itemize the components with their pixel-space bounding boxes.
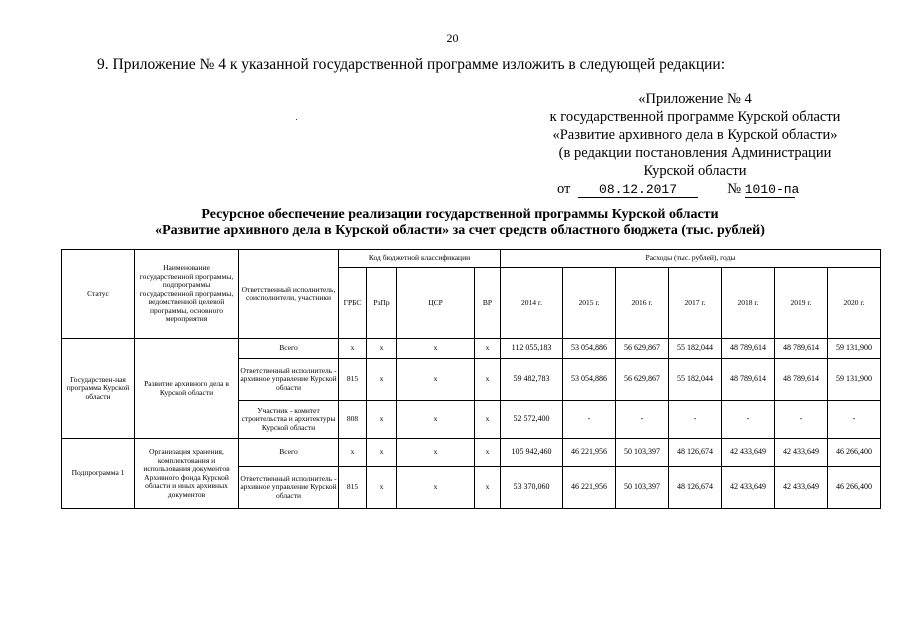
header-csr: ЦСР — [397, 268, 475, 339]
row-value: - — [669, 401, 722, 439]
header-year: 2018 г. — [722, 268, 775, 339]
row-value: 42 433,649 — [775, 439, 828, 467]
row-value: - — [775, 401, 828, 439]
row-value: 46 266,400 — [828, 439, 881, 467]
row-rzpr: x — [367, 359, 397, 401]
row-value: 48 789,614 — [722, 359, 775, 401]
table-title-line2: «Развитие архивного дела в Курской области» за счет средств областного бюджета (тыс. рублей) — [155, 223, 765, 238]
row-vr: x — [475, 359, 501, 401]
row-value: - — [616, 401, 669, 439]
header-budget-code: Код бюджетной классификации — [339, 250, 501, 268]
header-executor: Ответственный исполнитель, соисполнители, участники — [239, 250, 339, 339]
row-rzpr: x — [367, 401, 397, 439]
row-value: 53 370,060 — [501, 467, 563, 509]
row-value: 48 789,614 — [722, 339, 775, 359]
header-program-name: Наименование государственной программы, подпрограммы государственной программы, ведомственной целевой программы, основного мероприятия — [135, 250, 239, 339]
row-value: 105 942,460 — [501, 439, 563, 467]
row-executor: Участник - комитет строительства и архитектуры Курской области — [239, 401, 339, 439]
appendix-line2: к государственной программе Курской области — [549, 109, 841, 125]
number-value: 1010-па — [744, 182, 800, 197]
row-value: 48 789,614 — [775, 339, 828, 359]
scan-speck — [296, 119, 297, 120]
row-rzpr: x — [367, 439, 397, 467]
date-value: 08.12.2017 — [578, 183, 698, 198]
row-executor: Всего — [239, 439, 339, 467]
table-row — [62, 439, 881, 467]
row-executor: Всего — [239, 339, 339, 359]
number-prefix: № — [727, 181, 742, 197]
sub1-status: Подпрограмма 1 — [62, 439, 135, 509]
table-title-line1: Ресурсное обеспечение реализации государственной программы Курской области — [201, 207, 719, 222]
appendix-line5: Курской области — [643, 163, 747, 179]
row-value: 42 433,649 — [722, 467, 775, 509]
row-value: 42 433,649 — [722, 439, 775, 467]
header-grbs: ГРБС — [339, 268, 367, 339]
row-rzpr: x — [367, 339, 397, 359]
row-value: 46 266,400 — [828, 467, 881, 509]
header-year: 2017 г. — [669, 268, 722, 339]
row-csr: x — [397, 401, 475, 439]
row-executor: Ответственный исполнитель - архивное управление Курской области — [239, 467, 339, 509]
row-value: 59 131,900 — [828, 339, 881, 359]
appendix-date-line — [520, 180, 870, 198]
header-year: 2015 г. — [563, 268, 616, 339]
row-value: 55 182,044 — [669, 339, 722, 359]
row-value: 50 103,397 — [616, 439, 669, 467]
row-value: 42 433,649 — [775, 467, 828, 509]
row-grbs: 815 — [339, 359, 367, 401]
row-value: 56 629,867 — [616, 339, 669, 359]
row-vr: x — [475, 467, 501, 509]
appendix-block — [520, 90, 870, 198]
row-value: 53 054,886 — [563, 359, 616, 401]
row-value: 52 572,400 — [501, 401, 563, 439]
row-value: 59 131,900 — [828, 359, 881, 401]
row-value: 55 182,044 — [669, 359, 722, 401]
row-grbs: 815 — [339, 467, 367, 509]
resource-table — [61, 249, 881, 509]
header-expenses: Расходы (тыс. рублей), годы — [501, 250, 881, 268]
row-csr: x — [397, 467, 475, 509]
row-vr: x — [475, 339, 501, 359]
header-status: Статус — [62, 250, 135, 339]
row-executor: Ответственный исполнитель - архивное управление Курской области — [239, 359, 339, 401]
row-grbs: 808 — [339, 401, 367, 439]
table-title — [100, 207, 820, 239]
row-vr: x — [475, 439, 501, 467]
row-value: 59 482,783 — [501, 359, 563, 401]
header-year: 2019 г. — [775, 268, 828, 339]
row-csr: x — [397, 439, 475, 467]
row-value: 46 221,956 — [563, 467, 616, 509]
row-value: 48 126,674 — [669, 439, 722, 467]
row-rzpr: x — [367, 467, 397, 509]
row-value: 48 126,674 — [669, 467, 722, 509]
row-value: 46 221,956 — [563, 439, 616, 467]
row-value: - — [828, 401, 881, 439]
lead-paragraph: 9. Приложение № 4 к указанной государственной программе изложить в следующей редакции: — [97, 56, 726, 73]
row-value: - — [722, 401, 775, 439]
table-row — [62, 339, 881, 359]
row-value: 112 055,183 — [501, 339, 563, 359]
sub1-name: Организация хранения, комплектования и использования документов Архивного фонда Курской области и иных архивных документов — [135, 439, 239, 509]
row-value: 53 054,886 — [563, 339, 616, 359]
gp-status: Государствен-ная программа Курской области — [62, 339, 135, 439]
row-grbs: x — [339, 439, 367, 467]
table-header-row-1 — [62, 250, 881, 268]
row-csr: x — [397, 359, 475, 401]
gp-name: Развитие архивного дела в Курской области — [135, 339, 239, 439]
header-year: 2014 г. — [501, 268, 563, 339]
row-grbs: x — [339, 339, 367, 359]
header-year: 2020 г. — [828, 268, 881, 339]
row-value: - — [563, 401, 616, 439]
header-vr: ВР — [475, 268, 501, 339]
appendix-line4: (в редакции постановления Администрации — [558, 145, 832, 161]
row-vr: x — [475, 401, 501, 439]
header-rzpr: РзПр — [367, 268, 397, 339]
row-value: 50 103,397 — [616, 467, 669, 509]
row-csr: x — [397, 339, 475, 359]
appendix-line1: «Приложение № 4 — [638, 91, 752, 107]
appendix-line3: «Развитие архивного дела в Курской области» — [552, 127, 838, 143]
row-value: 56 629,867 — [616, 359, 669, 401]
date-prefix: от — [557, 181, 571, 197]
header-year: 2016 г. — [616, 268, 669, 339]
row-value: 48 789,614 — [775, 359, 828, 401]
page-number: 20 — [446, 31, 459, 45]
